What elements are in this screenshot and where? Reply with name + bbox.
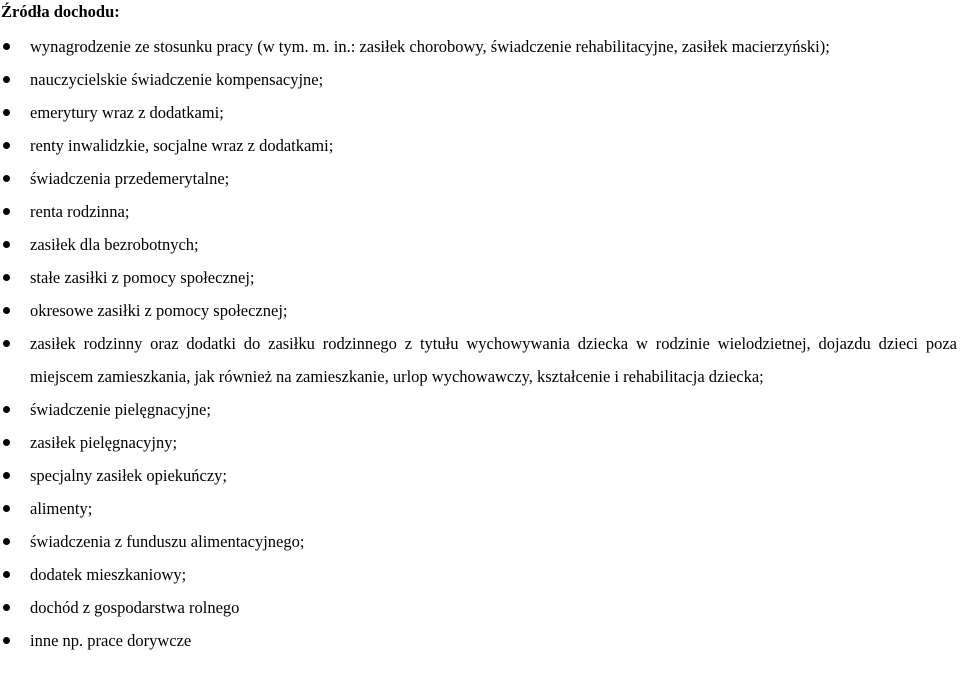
list-item	[0, 294, 960, 327]
bullet-icon	[3, 571, 10, 578]
list-item	[0, 30, 960, 63]
list-item-text: zasiłek dla bezrobotnych;	[30, 235, 199, 254]
list-item	[0, 129, 960, 162]
bullet-icon	[3, 406, 10, 413]
list-item-text: świadczenie pielęgnacyjne;	[30, 400, 211, 419]
list-item-text: dochód z gospodarstwa rolnego	[30, 598, 240, 617]
list-item-text: zasiłek rodzinny oraz dodatki do zasiłku rodzinnego z tytułu wychowywania dziecka w rodzinie wielodzietnej, dojazdu dzieci poza miejscem zamieszkania, jak również na zamieszkanie, urlop wychowawczy, kształcenie i rehabilitacja dziecka;	[30, 334, 957, 386]
list-item-text: alimenty;	[30, 499, 93, 518]
list-item	[0, 228, 960, 261]
list-item-text: inne np. prace dorywcze	[30, 631, 192, 650]
list-item	[0, 591, 960, 624]
list-item	[0, 624, 960, 657]
bullet-icon	[3, 505, 10, 512]
list-item	[0, 96, 960, 129]
list-item-text: dodatek mieszkaniowy;	[30, 565, 187, 584]
list-item	[0, 525, 960, 558]
list-item	[0, 63, 960, 96]
list-item-text: specjalny zasiłek opiekuńczy;	[30, 466, 228, 485]
bullet-icon	[3, 538, 10, 545]
bullet-icon	[3, 43, 10, 50]
list-item-text: zasiłek pielęgnacyjny;	[30, 433, 178, 452]
list-item-text: okresowe zasiłki z pomocy społecznej;	[30, 301, 288, 320]
bullet-icon	[3, 241, 10, 248]
bullet-icon	[3, 307, 10, 314]
bullet-icon	[3, 637, 10, 644]
bullet-icon	[3, 604, 10, 611]
list-item	[0, 261, 960, 294]
bullet-icon	[3, 208, 10, 215]
list-item	[0, 393, 960, 426]
list-item-text: renta rodzinna;	[30, 202, 130, 221]
list-item	[0, 162, 960, 195]
list-item	[0, 426, 960, 459]
bullet-icon	[3, 175, 10, 182]
list-item-text: nauczycielskie świadczenie kompensacyjne;	[30, 70, 324, 89]
bullet-icon	[3, 439, 10, 446]
bullet-icon	[3, 472, 10, 479]
bullet-icon	[3, 109, 10, 116]
list-item-text: renty inwalidzkie, socjalne wraz z dodatkami;	[30, 136, 334, 155]
section-heading: Źródła dochodu:	[1, 2, 120, 21]
list-item	[0, 492, 960, 525]
list-item	[0, 327, 960, 393]
list-item-text: stałe zasiłki z pomocy społecznej;	[30, 268, 255, 287]
bullet-icon	[3, 340, 10, 347]
list-item	[0, 558, 960, 591]
list-item	[0, 195, 960, 228]
list-item-text: świadczenia przedemerytalne;	[30, 169, 230, 188]
list-item-text: wynagrodzenie ze stosunku pracy (w tym. m. in.: zasiłek chorobowy, świadczenie rehabilitacyjne, zasiłek macierzyński);	[30, 37, 830, 56]
list-item-text: emerytury wraz z dodatkami;	[30, 103, 224, 122]
income-sources-list	[0, 30, 960, 657]
bullet-icon	[3, 274, 10, 281]
list-item	[0, 459, 960, 492]
list-item-text: świadczenia z funduszu alimentacyjnego;	[30, 532, 305, 551]
bullet-icon	[3, 142, 10, 149]
bullet-icon	[3, 76, 10, 83]
